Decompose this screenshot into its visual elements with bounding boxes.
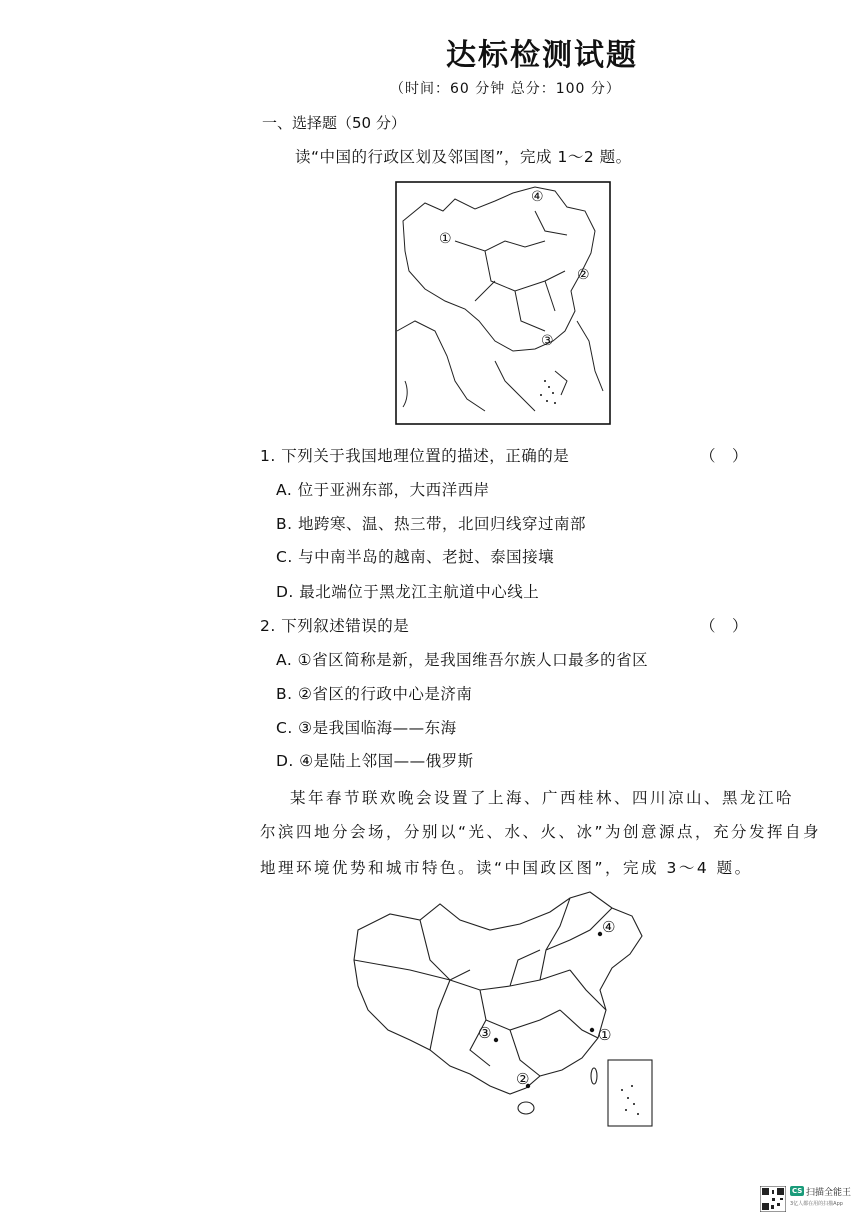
map2-label-2: ②: [516, 1070, 530, 1088]
question-1-answer-blank[interactable]: （ ）: [700, 447, 749, 465]
map2-city-dots: [494, 932, 602, 1088]
question-1-stem: 1. 下列关于我国地理位置的描述，正确的是: [260, 447, 570, 465]
question-2-option-b[interactable]: B. ②省区的行政中心是济南: [276, 685, 473, 703]
china-neighbors-map: [395, 181, 611, 425]
map1-label-4: ④: [531, 189, 544, 205]
qr-code-icon: [760, 1186, 786, 1212]
map1-label-1: ①: [439, 231, 452, 247]
map2-label-1: ①: [598, 1026, 612, 1044]
map2-label-3: ③: [478, 1024, 492, 1042]
page-title: 达标检测试题: [446, 38, 638, 73]
scanner-watermark: [760, 1180, 860, 1220]
map1-intro: 读“中国的行政区划及邻国图”，完成 1～2 题。: [295, 148, 632, 166]
passage-line-3: 地理环境优势和城市特色。读“中国政区图”，完成 3～4 题。: [260, 859, 753, 877]
map2-islands: [621, 1085, 639, 1115]
exam-time-score: （时间：60 分钟 总分：100 分）: [390, 81, 621, 97]
question-2-answer-blank[interactable]: （ ）: [700, 617, 749, 635]
china-political-map: [350, 890, 662, 1130]
question-1-option-c[interactable]: C. 与中南半岛的越南、老挝、泰国接壤: [276, 548, 555, 566]
scanner-tagline: 3亿人都在用的扫描App: [790, 1201, 843, 1207]
question-2-option-c[interactable]: C. ③是我国临海——东海: [276, 719, 457, 737]
scanner-app-name: 扫描全能王: [806, 1188, 852, 1198]
question-1-option-b[interactable]: B. 地跨寒、温、热三带，北回归线穿过南部: [276, 515, 586, 533]
map1-label-3: ③: [541, 333, 554, 349]
cs-badge: CS: [792, 1187, 803, 1195]
question-2-option-d[interactable]: D. ④是陆上邻国——俄罗斯: [276, 752, 474, 770]
section-heading: 一、选择题（50 分）: [262, 114, 406, 132]
question-1-option-d[interactable]: D. 最北端位于黑龙江主航道中心线上: [276, 583, 540, 601]
question-1-option-a[interactable]: A. 位于亚洲东部，大西洋西岸: [276, 481, 490, 499]
question-2-option-a[interactable]: A. ①省区简称是新，是我国维吾尔族人口最多的省区: [276, 651, 649, 669]
map1-label-2: ②: [577, 267, 590, 283]
map2-label-4: ④: [602, 918, 616, 936]
question-2-stem: 2. 下列叙述错误的是: [260, 617, 410, 635]
passage-line-1: 某年春节联欢晚会设置了上海、广西桂林、四川凉山、黑龙江哈: [290, 789, 795, 807]
passage-line-2: 尔滨四地分会场，分别以“光、水、火、冰”为创意源点，充分发挥自身: [260, 823, 822, 841]
